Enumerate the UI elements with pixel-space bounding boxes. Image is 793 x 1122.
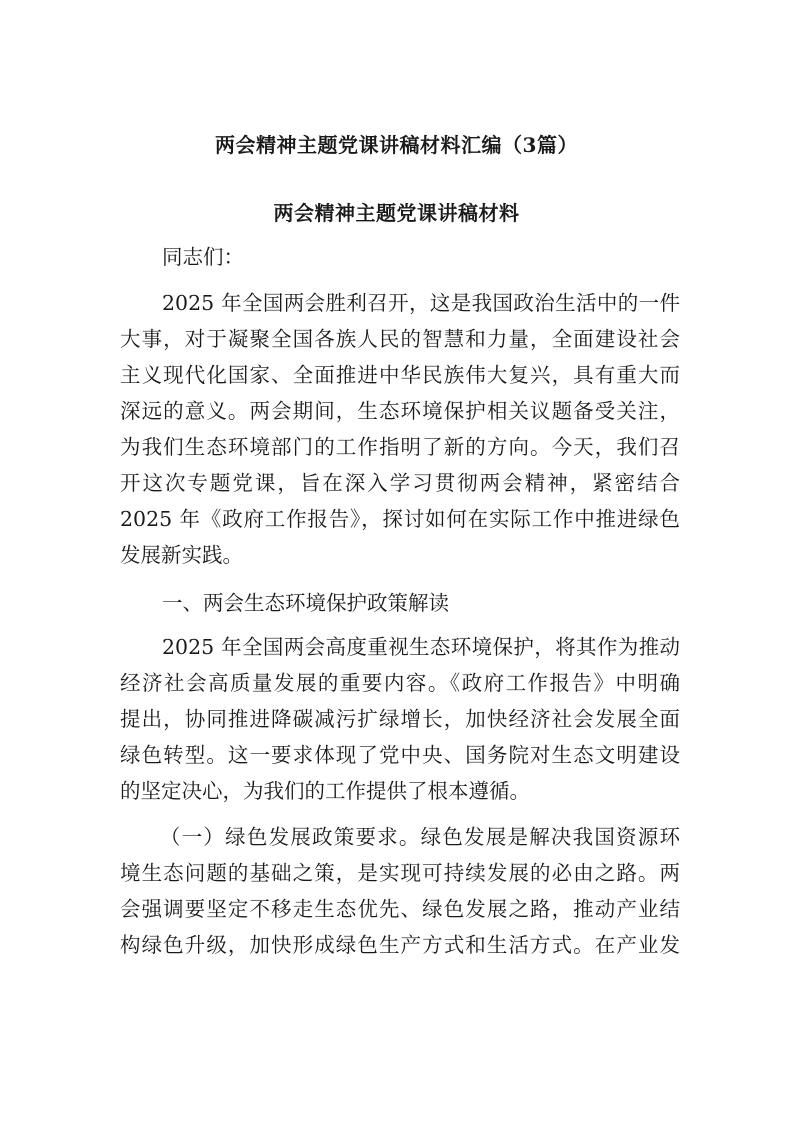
paragraph-line: 为我们生态环境部门的工作指明了新的方向。今天，我们召 — [120, 435, 680, 459]
document-main-title: 两会精神主题党课讲稿材料汇编（3篇） — [215, 133, 578, 157]
section-heading: 一、两会生态环境保护政策解读 — [162, 591, 449, 615]
paragraph-line: 境生态问题的基础之策，是实现可持续发展的必由之路。两 — [120, 861, 680, 885]
paragraph-line: 2025 年全国两会高度重视生态环境保护，将其作为推动 — [162, 635, 680, 659]
document-sub-title: 两会精神主题党课讲稿材料 — [273, 201, 520, 225]
salutation: 同志们： — [162, 245, 244, 269]
paragraph-line: 构绿色升级，加快形成绿色生产方式和生活方式。在产业发 — [120, 933, 680, 957]
paragraph-line: 2025 年《政府工作报告》，探讨如何在实际工作中推进绿色 — [120, 507, 680, 531]
paragraph-line: 大事，对于凝聚全国各族人民的智慧和力量，全面建设社会 — [120, 327, 680, 351]
paragraph-line: 提出，协同推进降碳减污扩绿增长，加快经济社会发展全面 — [120, 707, 680, 731]
paragraph-line: 主义现代化国家、全面推进中华民族伟大复兴，具有重大而 — [120, 363, 680, 387]
paragraph-line: 经济社会高质量发展的重要内容。《政府工作报告》中明确 — [120, 671, 680, 695]
paragraph-line: 绿色转型。这一要求体现了党中央、国务院对生态文明建设 — [120, 743, 680, 767]
subsection-line: （一）绿色发展政策要求。绿色发展是解决我国资源环 — [160, 825, 680, 849]
paragraph-line: 会强调要坚定不移走生态优先、绿色发展之路，推动产业结 — [120, 897, 680, 921]
paragraph-line: 的坚定决心，为我们的工作提供了根本遵循。 — [120, 779, 530, 803]
paragraph-line: 2025 年全国两会胜利召开，这是我国政治生活中的一件 — [162, 291, 680, 315]
paragraph-line: 开这次专题党课，旨在深入学习贯彻两会精神，紧密结合 — [120, 471, 680, 495]
paragraph-line: 深远的意义。两会期间，生态环境保护相关议题备受关注， — [120, 399, 680, 423]
paragraph-line: 发展新实践。 — [120, 543, 243, 567]
